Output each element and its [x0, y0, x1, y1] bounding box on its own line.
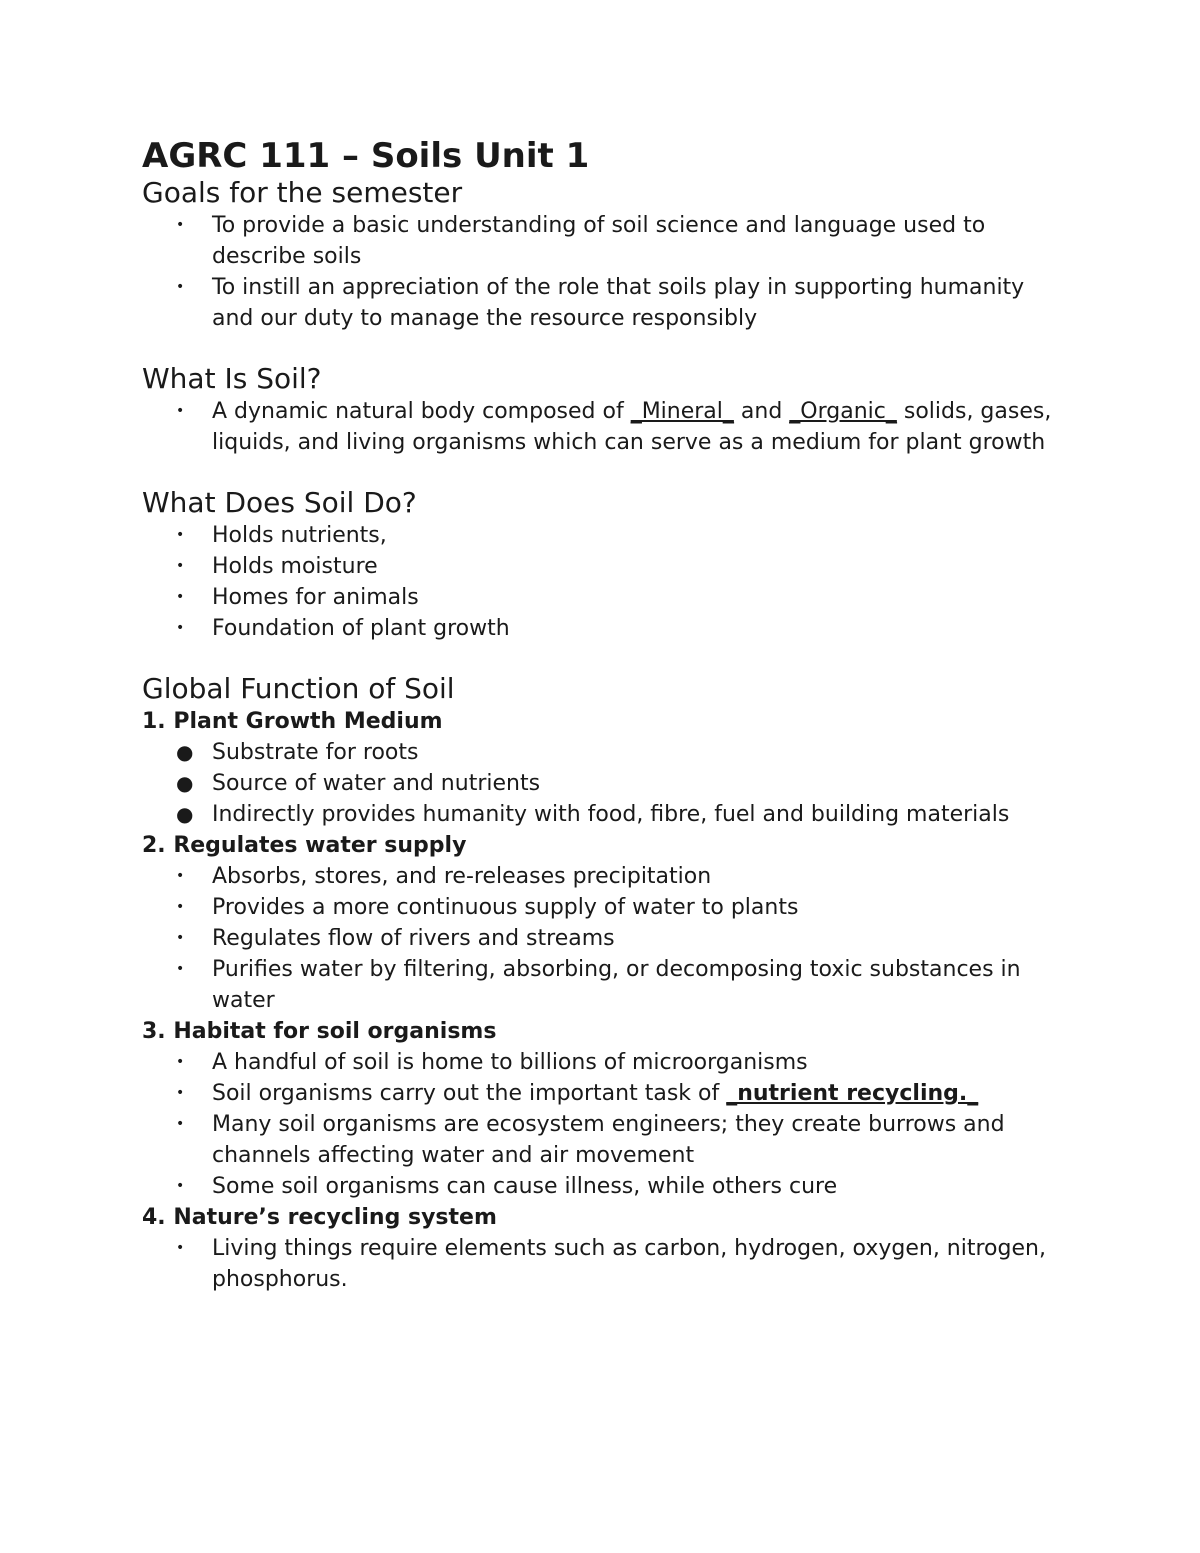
- bullet-icon: ●: [176, 802, 194, 826]
- function-2-title: 2. Regulates water supply: [142, 833, 467, 858]
- what-does-soil-do-heading: What Does Soil Do?: [142, 486, 417, 519]
- list-item: • To instill an appreciation of the role that soils play in supporting humanity and our duty to manage the resource responsibly: [142, 272, 1072, 334]
- fill-in-blank-organic: _Organic_: [789, 399, 897, 424]
- list-item: • Some soil organisms can cause illness, while others cure: [142, 1171, 1072, 1202]
- list-item: • Living things require elements such as carbon, hydrogen, oxygen, nitrogen, phosphorus.: [142, 1233, 1072, 1295]
- bullet-icon: •: [176, 1240, 185, 1256]
- list-item: • Homes for animals: [142, 582, 1072, 613]
- bullet-icon: •: [176, 899, 185, 915]
- function-4-list: [142, 1233, 1072, 1295]
- document-body: [142, 136, 1072, 1295]
- bullet-icon: •: [176, 1178, 185, 1194]
- bullet-icon: •: [176, 868, 185, 884]
- list-item: ● Substrate for roots: [142, 737, 1072, 768]
- bullet-icon: •: [176, 930, 185, 946]
- fill-in-blank-mineral: _Mineral_: [630, 399, 734, 424]
- function-3-list: [142, 1047, 1072, 1202]
- list-item: • Purifies water by filtering, absorbing, or decomposing toxic substances in water: [142, 954, 1072, 1016]
- bullet-icon: •: [176, 961, 185, 977]
- list-item: • Regulates flow of rivers and streams: [142, 923, 1072, 954]
- bullet-icon: •: [176, 1116, 185, 1132]
- bullet-icon: •: [176, 589, 185, 605]
- global-function-heading: Global Function of Soil: [142, 672, 455, 705]
- bullet-icon: •: [176, 1054, 185, 1070]
- function-3-title: 3. Habitat for soil organisms: [142, 1019, 497, 1044]
- bullet-icon: •: [176, 217, 185, 233]
- function-1-title: 1. Plant Growth Medium: [142, 709, 443, 734]
- list-item: • A handful of soil is home to billions of microorganisms: [142, 1047, 1072, 1078]
- list-item: • Holds nutrients,: [142, 520, 1072, 551]
- what-is-soil-heading: What Is Soil?: [142, 362, 322, 395]
- what-is-soil-list: [142, 396, 1072, 458]
- bullet-icon: ●: [176, 771, 194, 795]
- bullet-icon: •: [176, 558, 185, 574]
- goals-list: [142, 210, 1072, 334]
- bullet-icon: •: [176, 620, 185, 636]
- list-item: • Soil organisms carry out the important task of _nutrient recycling._: [142, 1078, 1072, 1109]
- list-item: ● Indirectly provides humanity with food, fibre, fuel and building materials: [142, 799, 1072, 830]
- what-does-soil-do-list: [142, 520, 1072, 644]
- list-item: • To provide a basic understanding of soil science and language used to describe soils: [142, 210, 1072, 272]
- goals-heading: Goals for the semester: [142, 176, 463, 209]
- list-item: • Many soil organisms are ecosystem engineers; they create burrows and channels affecting water and air movement: [142, 1109, 1072, 1171]
- list-item: • A dynamic natural body composed of _Mineral_ and _Organic_ solids, gases, liquids, and living organisms which can serve as a medium for plant growth: [142, 396, 1072, 458]
- document-title: AGRC 111 – Soils Unit 1: [142, 136, 590, 176]
- function-1-list: [142, 737, 1072, 830]
- list-item: • Provides a more continuous supply of water to plants: [142, 892, 1072, 923]
- function-2-list: [142, 861, 1072, 1016]
- fill-in-blank-nutrient-recycling: _nutrient recycling._: [726, 1081, 979, 1106]
- list-item: ● Source of water and nutrients: [142, 768, 1072, 799]
- bullet-icon: •: [176, 403, 185, 419]
- list-item: • Absorbs, stores, and re-releases precipitation: [142, 861, 1072, 892]
- bullet-icon: •: [176, 279, 185, 295]
- function-4-title: 4. Nature’s recycling system: [142, 1205, 497, 1230]
- list-item: • Holds moisture: [142, 551, 1072, 582]
- bullet-icon: •: [176, 1085, 185, 1101]
- bullet-icon: ●: [176, 740, 194, 764]
- bullet-icon: •: [176, 527, 185, 543]
- list-item: • Foundation of plant growth: [142, 613, 1072, 644]
